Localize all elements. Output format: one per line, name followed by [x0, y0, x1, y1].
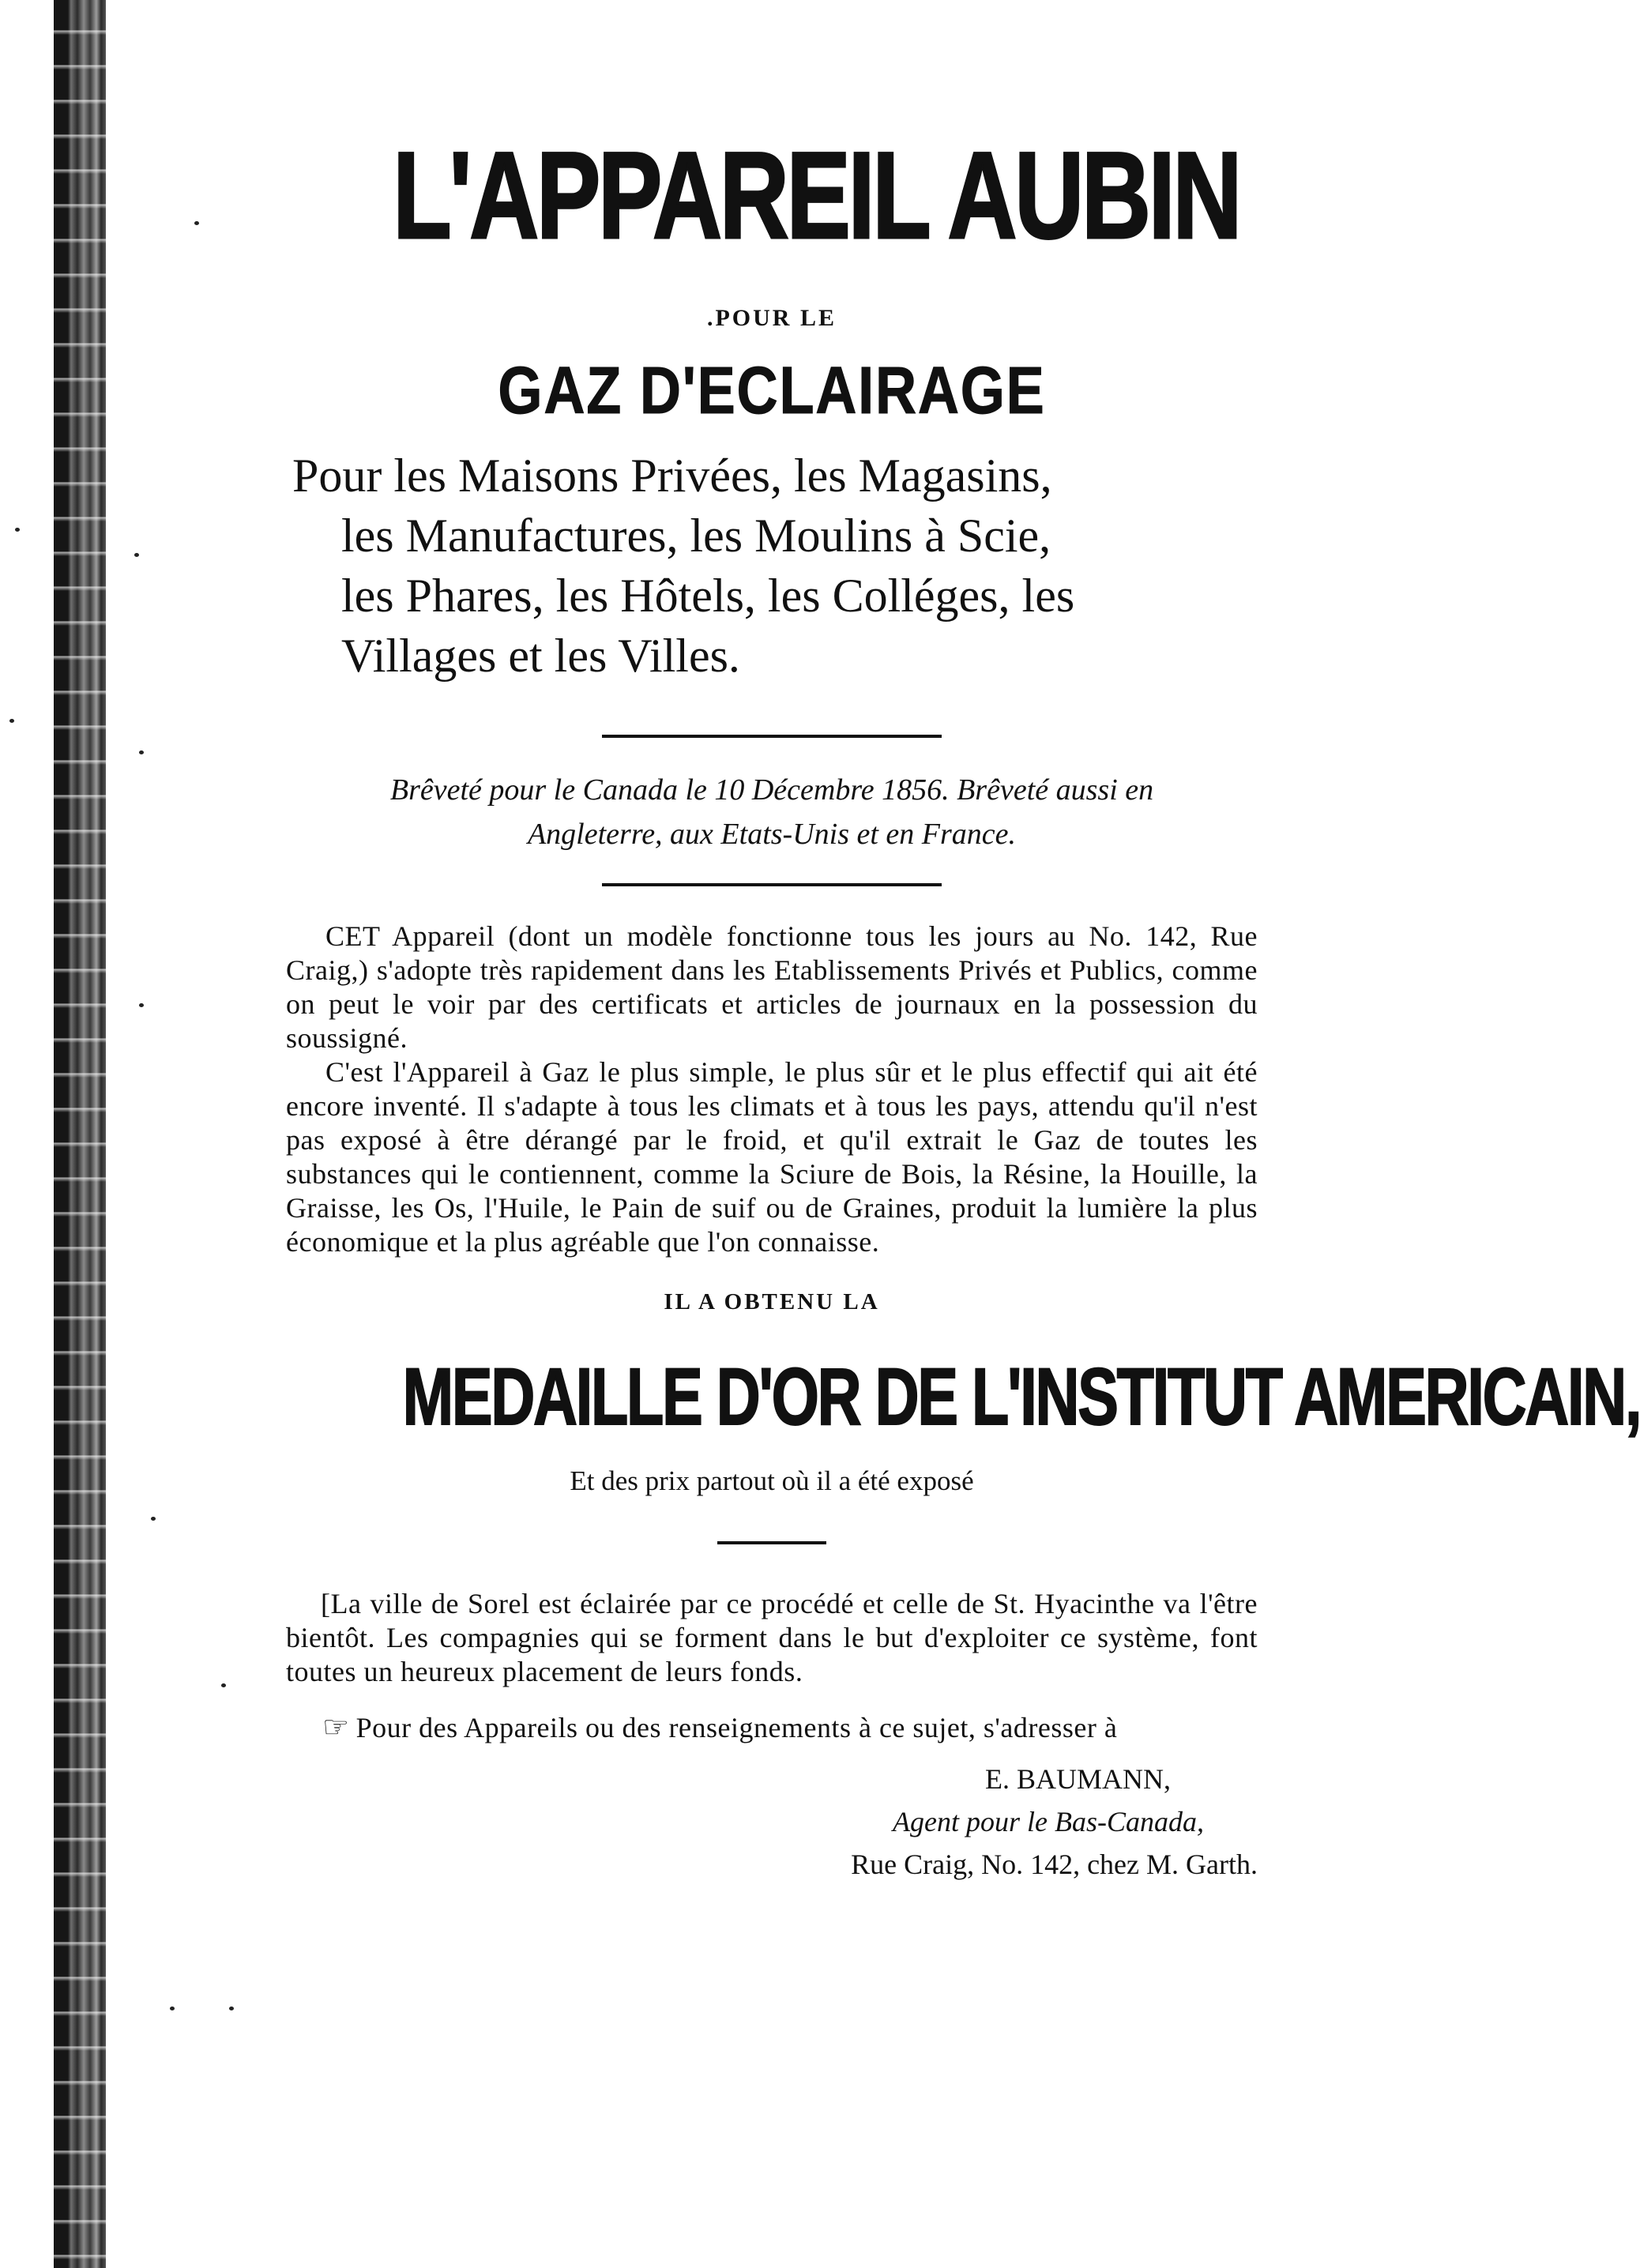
body-paragraph: C'est l'Appareil à Gaz le plus simple, le plus sûr et le plus effectif qui ait été encore inventé. Il s'adapte à tous les climats et à tous les pays, attendu qu'il n'est pas exposé à être dérangé par le froid, et qu'il extrait le Gaz de toutes les substances qui le contiennent, comme la Sciure de Bois, la Résine, la Houille, la Graisse, les Os, l'Huile, le Pain de suif ou de Graines, produit la lumière la plus économique et la plus agréable que l'on connaisse. — [286, 1056, 1258, 1258]
award-intro: IL A OBTENU LA — [664, 1289, 880, 1315]
divider-rule — [717, 1541, 826, 1544]
lead-line: les Phares, les Hôtels, les Colléges, les — [341, 570, 1075, 622]
agent-address: Rue Craig, No. 142, chez M. Garth. — [851, 1849, 1258, 1880]
subtitle-small: .POUR LE — [706, 305, 837, 331]
scan-speck — [170, 2007, 175, 2010]
lead-text — [286, 446, 1258, 686]
scan-speck — [229, 2007, 234, 2010]
contact-paragraph — [286, 1711, 1258, 1745]
agent-name: E. BAUMANN, — [984, 1763, 1171, 1795]
scan-speck — [134, 553, 139, 557]
advertisement-page — [286, 127, 1640, 1886]
divider-rule — [602, 883, 942, 886]
contact-text: Pour des Appareils ou des renseignements à ce sujet, s'adresser à — [355, 1712, 1118, 1743]
patent-line: Angleterre, aux Etats-Unis et en France. — [527, 818, 1017, 851]
scan-speck — [139, 1003, 144, 1007]
lead-line: Villages et les Villes. — [341, 630, 740, 682]
body-paragraph: CET Appareil (dont un modèle fonctionne tous les jours au No. 142, Rue Craig,) s'adopte très rapidement dans les Etablissements Privés et Publics, comme on peut le voir par des certificats et articles de journaux en la possession du soussigné. — [286, 920, 1258, 1054]
scan-speck — [139, 750, 144, 754]
signature-block — [286, 1758, 1258, 1886]
patent-notice — [286, 768, 1258, 856]
patent-line: Brêveté pour le Canada le 10 Décembre 1856. Brêveté aussi en — [389, 773, 1154, 807]
scan-speck — [151, 1517, 156, 1521]
advertisement-title: L'APPAREIL AUBIN — [393, 127, 1240, 265]
binding-edge — [54, 0, 106, 2268]
divider-rule — [602, 735, 942, 738]
subtitle-large: GAZ D'ECLAIRAGE — [498, 353, 1046, 427]
award-subline: Et des prix partout où il a été exposé — [570, 1465, 974, 1496]
award-headline: MEDAILLE D'OR DE L'INSTITUT AMERICAIN, — [402, 1352, 1640, 1442]
pointing-hand-icon: ☞ — [322, 1711, 350, 1744]
scan-speck — [221, 1683, 226, 1687]
lead-line: les Manufactures, les Moulins à Scie, — [341, 510, 1051, 562]
note-paragraph: [La ville de Sorel est éclairée par ce procédé et celle de St. Hyacinthe va l'être bientôt. Les compagnies qui se forment dans le but d'exploiter ce système, font toutes un heureux placement de leurs fonds. — [286, 1588, 1258, 1687]
scan-speck — [194, 221, 199, 225]
scan-speck — [9, 719, 14, 723]
body-text — [286, 920, 1258, 1259]
agent-role: Agent pour le Bas-Canada, — [893, 1806, 1204, 1837]
lead-line: Pour les Maisons Privées, les Magasins, — [292, 449, 1052, 502]
scan-speck — [15, 528, 20, 532]
note-text — [286, 1587, 1258, 1745]
